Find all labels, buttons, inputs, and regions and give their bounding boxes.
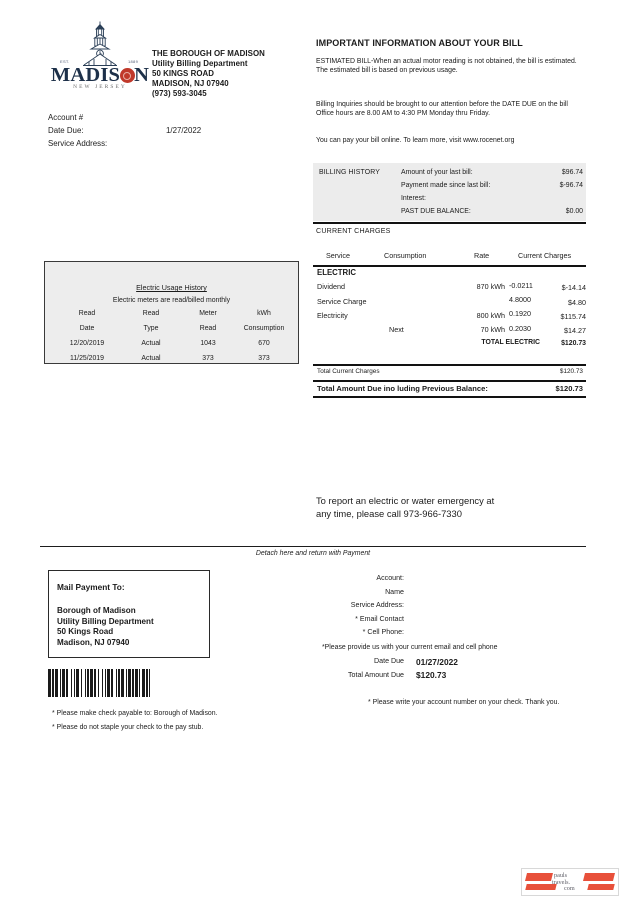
column-header-consumption: Consumption [384,251,427,260]
stub-date-due-label: Date Due [374,657,404,665]
detach-divider [40,546,586,547]
charge-units: 870 kWh [476,282,505,292]
billing-history-row [401,195,583,208]
paulstravels-watermark [521,868,619,896]
usage-header-line-1 [45,310,298,325]
total-amount-due-label: Total Amount Due ino luding Previous Balance: [317,384,488,393]
stub-date-due-value: 01/27/2022 [416,656,458,667]
payment-stub-totals [300,657,586,684]
billing-history-row-amount: $0.00 [565,208,583,215]
usage-col-header-read: Read [78,310,96,317]
logo-est-left: EST. [60,59,70,64]
stub-field-label: Account: [376,574,404,582]
stub-field-row [300,628,586,642]
usage-history-table [45,310,298,370]
dept-line-4: MADISON, NJ 07940 [152,78,229,88]
logo-est-right: 1889 [128,59,139,64]
date-due-row [48,124,202,137]
billing-history-row-amount: $-96.74 [559,182,583,189]
current-charges-label: CURRENT CHARGES [316,227,391,235]
rose-icon [120,68,135,83]
charges-table-body [313,268,586,354]
total-electric-row [313,339,586,353]
service-address-row [48,137,107,150]
total-current-charges-label: Total Current Charges [317,368,380,375]
stub-field-label: Name [385,587,404,596]
usage-col-header-consumption: Consumption [243,325,285,332]
stub-date-due-row [300,657,586,671]
logo-subtitle: NEW JERSEY [73,84,127,90]
footnote-no-staple: * Please do not staple your check to the pay stub. [52,724,204,731]
stub-total-due-row [300,671,586,685]
billing-history-row [401,182,583,195]
stub-field-row [300,601,586,615]
column-header-rate: Rate [474,251,490,260]
billing-history-row-label: Interest: [401,195,426,202]
totals-divider-top [313,364,586,366]
watermark-bar [583,873,615,881]
total-amount-due-amount: $120.73 [555,384,583,393]
usage-col-header-read-2: Read [142,310,160,317]
charge-amount: $115.74 [560,311,586,321]
usage-col-header-kwh: kWh [257,310,271,317]
emergency-contact-notice [316,494,576,521]
usage-meter-read: 373 [202,355,214,362]
watermark-bar [587,884,614,890]
billing-history-box [313,163,586,221]
important-info-paragraph-3: You can pay your bill online. To learn more, visit www.rocenet.org [316,137,515,144]
mail-payment-address [57,606,154,648]
table-row [313,325,586,339]
important-info-paragraph-2: Billing Inquiries should be brought to our attention before the DATE DUE on the bill Office hours are 8.00 AM to 4:30 PM Monday thru Friday. [316,101,568,118]
mail-payment-line-3: 50 Kings Road [57,627,114,637]
dept-line-3: 50 KINGS ROAD [152,68,215,78]
usage-read-date: 12/20/2019 [69,340,105,347]
usage-history-title: Electric Usage History [136,283,207,292]
mail-payment-box [48,570,210,658]
charge-amount: $14.27 [564,326,586,336]
emergency-line-2: any time, please call 973-966-7330 [316,508,462,520]
billing-history-row-label: PAST DUE BALANCE: [401,208,471,215]
billing-history-row-amount: $96.74 [561,169,583,176]
charge-amount: $-14.14 [561,283,586,293]
billing-history-rows [401,169,583,221]
mail-payment-line-4: Madison, NJ 07940 [57,637,130,647]
madison-logo [50,21,150,93]
date-due-value: 1/27/2022 [166,126,202,136]
usage-kwh-consumption: 373 [258,355,270,362]
mail-payment-line-2: Utility Billing Department [57,616,154,626]
total-amount-due-row [313,383,586,396]
account-number-row [48,111,107,124]
totals-divider-mid [313,380,586,382]
logo-wordmark: MADIS N [50,64,150,86]
charge-rate: 0.2030 [509,323,531,333]
table-row [45,340,298,355]
charges-header-row [313,251,586,265]
billing-history-row [401,208,583,221]
charge-service: Service Charge [317,296,367,306]
payment-barcode [48,669,163,697]
mail-payment-title: Mail Payment To: [57,582,125,592]
charges-section-title: ELECTRIC [317,268,356,277]
stub-field-row [300,588,586,602]
mail-payment-line-1: Borough of Madison [57,606,136,615]
charge-amount: $4.80 [568,297,586,307]
town-hall-steeple-icon [76,21,124,69]
usage-col-header-date: Date [79,325,95,332]
usage-col-header-meter: Meter [199,310,217,317]
charge-rate: -0.0211 [509,280,533,290]
usage-read-type: Actual [141,340,161,347]
usage-read-date: 11/25/2019 [70,355,104,362]
footnote-check-payable: * Please make check payable to: Borough of Madison. [52,710,218,717]
stub-contact-note: *Please provide us with your current email and cell phone [322,644,498,651]
charge-units: 70 kWh [480,325,505,335]
column-header-current-charges: Current Charges [518,251,572,260]
usage-kwh-consumption: 670 [258,340,270,347]
charge-service: Electricity [317,310,348,320]
usage-col-header-read-value: Read [199,325,217,332]
total-electric-amount: $120.73 [561,340,586,348]
account-number-label: Account # [48,113,84,122]
service-address-label: Service Address: [48,139,108,149]
watermark-bar [525,873,553,881]
total-electric-label: TOTAL ELECTRIC [481,339,540,347]
department-address [152,49,265,99]
detach-instruction: Detach here and return with Payment [255,550,371,557]
billing-history-label: BILLING HISTORY [319,169,380,176]
important-info-title: IMPORTANT INFORMATION ABOUT YOUR BILL [316,38,523,48]
watermark-text-line-3: com [564,885,575,892]
dept-line-1: THE BOROUGH OF MADISON [152,49,265,58]
payment-stub-fields [300,574,586,642]
charge-rate: 0.1920 [509,309,531,319]
emergency-line-1: To report an electric or water emergency at [316,495,495,506]
usage-header-line-2 [45,325,298,340]
totals-divider-bottom [313,396,586,398]
account-summary [48,111,202,151]
charge-units: 800 kWh [476,310,505,320]
charge-consumption: Next [389,325,404,335]
stub-total-due-value: $120.73 [416,670,447,681]
stub-field-label: * Cell Phone: [362,628,404,637]
usage-read-type: Actual [141,355,161,362]
important-info-paragraph-1: ESTIMATED BILL-When an actual motor reading is not obtained, the bill is estimated. The estimated bill is based on previous usage. [316,58,577,75]
dept-line-2: Utility Billing Department [152,58,248,68]
footnote-account-number: * Please write your account number on your check. Thank you. [368,699,560,706]
usage-col-header-type: Type [143,325,159,332]
stub-field-label: Service Address: [350,601,404,610]
stub-field-row [300,615,586,629]
billing-history-divider [313,222,586,224]
electric-usage-history-box [44,261,299,364]
usage-meter-read: 1043 [200,340,216,347]
total-current-charges-amount: $120.73 [559,368,583,375]
total-current-charges-row [313,367,586,379]
table-row [45,355,298,370]
billing-history-row-label: Payment made since last bill: [401,182,491,189]
charge-rate: 4.8000 [509,295,531,305]
billing-history-row [401,169,583,182]
stub-field-label: * Email Contact [355,614,404,623]
watermark-text-line-1: pauls [554,872,568,879]
billing-history-row-label: Amount of your last bill: [401,169,473,176]
date-due-label: Date Due: [48,126,84,136]
stub-field-row [300,574,586,588]
stub-total-due-label: Total Amount Due [348,670,404,679]
charge-service: Dividend [317,282,345,292]
usage-history-subtitle: Electric meters are read/billed monthly [112,297,231,304]
charges-table-header [313,251,586,265]
column-header-service: Service [326,251,350,260]
watermark-text-line-2: travels. [552,879,571,886]
dept-phone: (973) 593-3045 [152,88,207,98]
